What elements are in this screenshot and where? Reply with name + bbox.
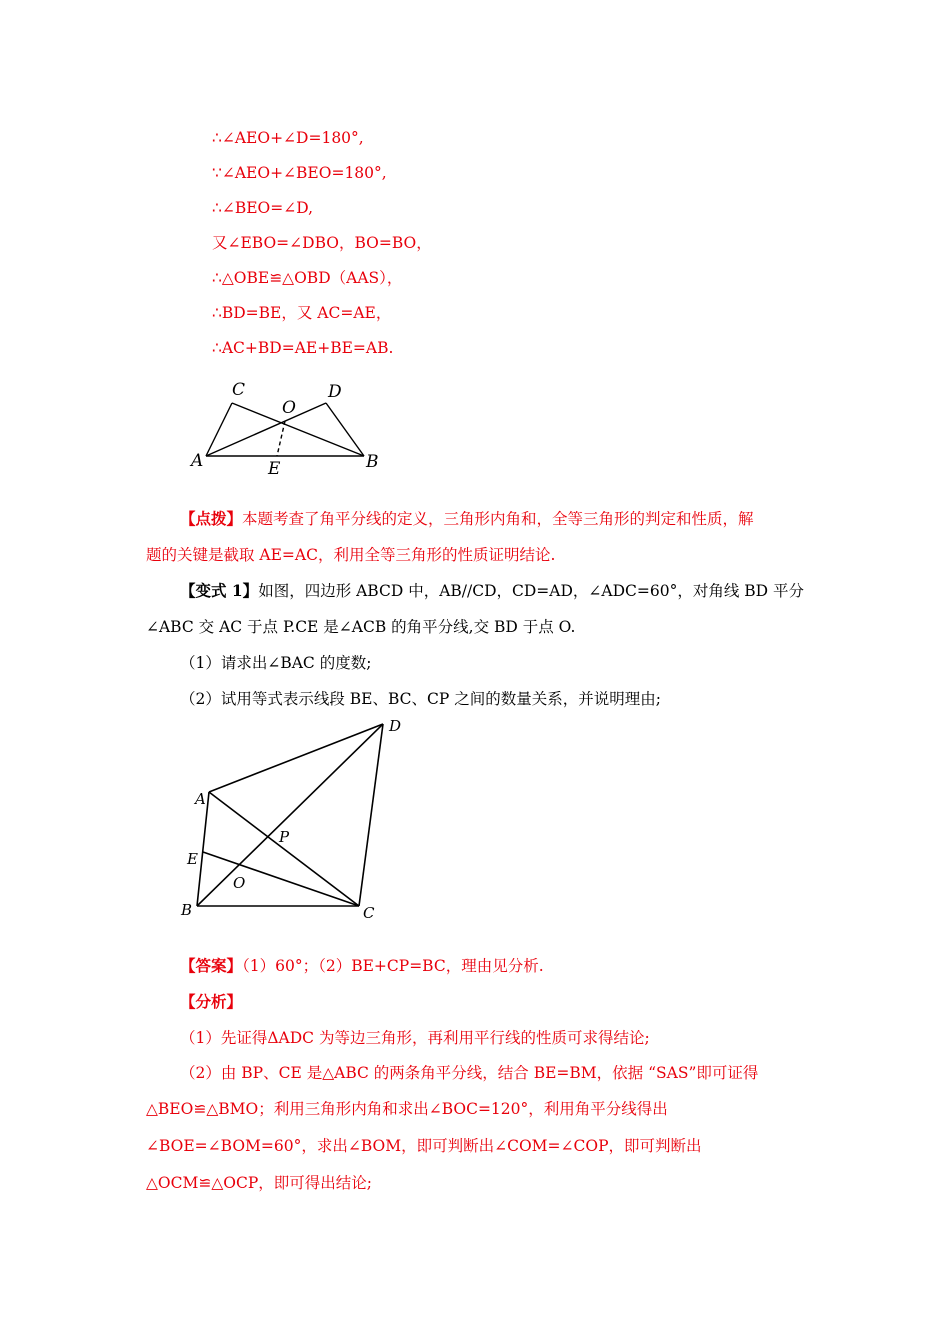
hint-line-2: 题的关键是截取 AE=AC，利用全等三角形的性质证明结论. xyxy=(146,546,556,564)
geometry-figure-1 xyxy=(188,375,388,485)
answer-line xyxy=(180,956,544,976)
proof-line-5: ∴△OBE≌△OBD（AAS）， xyxy=(212,269,403,287)
answer-tag: 【答案】 xyxy=(180,956,243,975)
geometry-figure-2 xyxy=(175,712,415,927)
label-O: O xyxy=(282,398,296,418)
proof-line-2: ∵∠AEO+∠BEO=180°, xyxy=(212,164,387,182)
label-D: D xyxy=(328,382,342,402)
label-B: B xyxy=(366,452,379,472)
variant-line-1 xyxy=(180,581,804,601)
analysis-p2-line-1: （2）由 BP、CE 是△ABC 的两条角平分线，结合 BE=BM，依据 “SAS”即可证得 xyxy=(180,1064,759,1082)
label-C: C xyxy=(363,904,375,922)
analysis-p2-line-2: △BEO≌△BMO；利用三角形内角和求出∠BOC=120°，利用角平分线得出 xyxy=(146,1100,668,1118)
variant-line-2: ∠ABC 交 AC 于点 P.CE 是∠ACB 的角平分线,交 BD 于点 O. xyxy=(146,618,576,636)
variant-text-1: 如图，四边形 ABCD 中，AB//CD，CD=AD，∠ADC=60°，对角线 BD 平分 xyxy=(258,582,805,600)
answer-text: （1）60°；（2）BE+CP=BC，理由见分析. xyxy=(242,957,544,975)
label-O: O xyxy=(233,874,246,892)
analysis-p1: （1）先证得ΔADC 为等边三角形，再利用平行线的性质可求得结论; xyxy=(180,1029,650,1047)
question-2: （2）试用等式表示线段 BE、BC、CP 之间的数量关系，并说明理由; xyxy=(180,690,661,708)
proof-line-1: ∴∠AEO+∠D=180°, xyxy=(212,129,364,147)
label-E: E xyxy=(268,459,281,479)
question-1: （1）请求出∠BAC 的度数; xyxy=(180,654,372,672)
label-C: C xyxy=(232,380,246,400)
analysis-p2-line-3: ∠BOE=∠BOM=60°，求出∠BOM，即可判断出∠COM=∠COP，即可判断出 xyxy=(146,1137,702,1155)
variant-tag: 【变式 1】 xyxy=(180,581,259,600)
label-B: B xyxy=(181,901,193,919)
label-E: E xyxy=(187,850,198,868)
hint-text-1: 本题考查了角平分线的定义，三角形内角和，全等三角形的判定和性质，解 xyxy=(242,510,754,528)
analysis-p2-line-4: △OCM≌△OCP，即可得出结论; xyxy=(146,1174,372,1192)
hint-tag: 【点拨】 xyxy=(180,509,243,528)
label-A: A xyxy=(191,451,204,471)
label-P: P xyxy=(279,828,290,846)
proof-line-3: ∴∠BEO=∠D, xyxy=(212,199,314,217)
proof-line-7: ∴AC+BD=AE+BE=AB. xyxy=(212,339,394,357)
proof-line-6: ∴BD=BE，又 AC=AE， xyxy=(212,304,392,322)
label-D: D xyxy=(389,717,402,735)
proof-line-4: 又∠EBO=∠DBO，BO=BO， xyxy=(212,234,432,252)
label-A: A xyxy=(195,790,206,808)
hint-line-1 xyxy=(180,509,754,529)
analysis-tag: 【分析】 xyxy=(180,992,243,1011)
